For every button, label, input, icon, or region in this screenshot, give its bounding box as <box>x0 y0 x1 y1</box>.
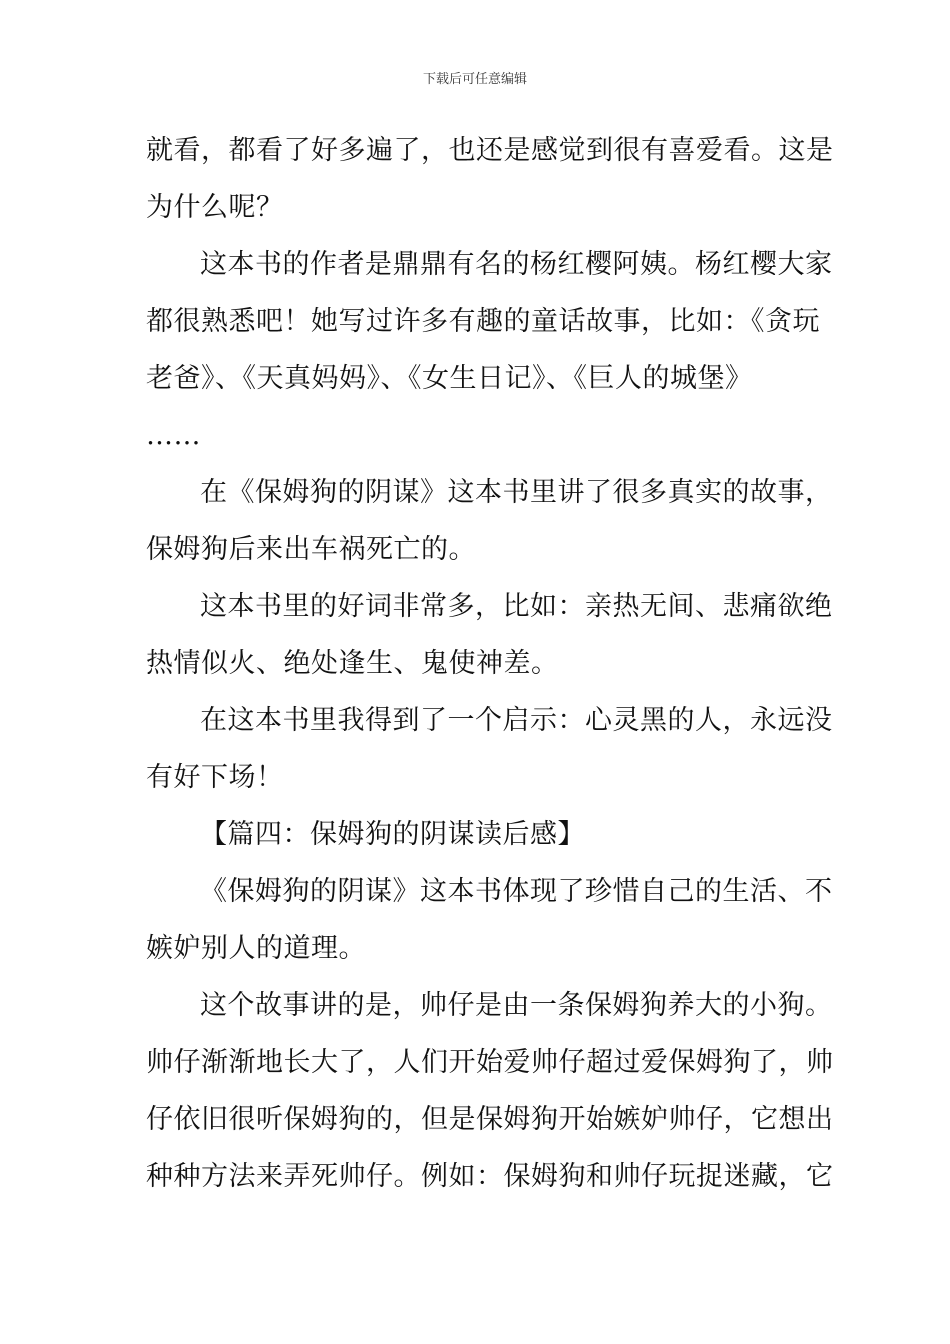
text-line: 为什么呢？ <box>146 192 284 223</box>
text-line: 在这本书里我得到了一个启示：心灵黑的人，永远没 <box>200 705 833 736</box>
text-line: 帅仔渐渐地长大了，人们开始爱帅仔超过爱保姆狗了，帅 <box>146 1047 834 1078</box>
page-header: 下载后可任意编辑 <box>422 72 527 87</box>
text-line: 老爸》、《天真妈妈》、《女生日记》、《巨人的城堡》 <box>146 363 753 394</box>
text-line: 这个故事讲的是，帅仔是由一条保姆狗养大的小狗。 <box>200 990 833 1021</box>
text-line: 保姆狗后来出车祸死亡的。 <box>146 534 476 565</box>
text-line: 有好下场！ <box>146 762 284 793</box>
text-line: 就看，都看了好多遍了，也还是感觉到很有喜爱看。这是 <box>146 135 834 166</box>
text-line: 这本书的作者是鼎鼎有名的杨红樱阿姨。杨红樱大家 <box>200 249 833 280</box>
text-line: 都很熟悉吧！她写过许多有趣的童话故事，比如：《贪玩 <box>146 306 820 337</box>
text-line: 在《保姆狗的阴谋》这本书里讲了很多真实的故事， <box>200 477 833 508</box>
section-heading: 【篇四：保姆狗的阴谋读后感】 <box>200 819 585 850</box>
text-line: 这本书里的好词非常多，比如：亲热无间、悲痛欲绝 <box>200 591 833 622</box>
text-line: 种种方法来弄死帅仔。例如：保姆狗和帅仔玩捉迷藏，它 <box>146 1161 834 1192</box>
text-line: 《保姆狗的阴谋》这本书体现了珍惜自己的生活、不 <box>200 876 833 907</box>
text-line: …… <box>146 420 201 451</box>
text-line: 热情似火、绝处逢生、鬼使神差。 <box>146 648 559 679</box>
text-line: 仔依旧很听保姆狗的，但是保姆狗开始嫉妒帅仔，它想出 <box>146 1104 834 1135</box>
text-line: 嫉妒别人的道理。 <box>146 933 366 964</box>
